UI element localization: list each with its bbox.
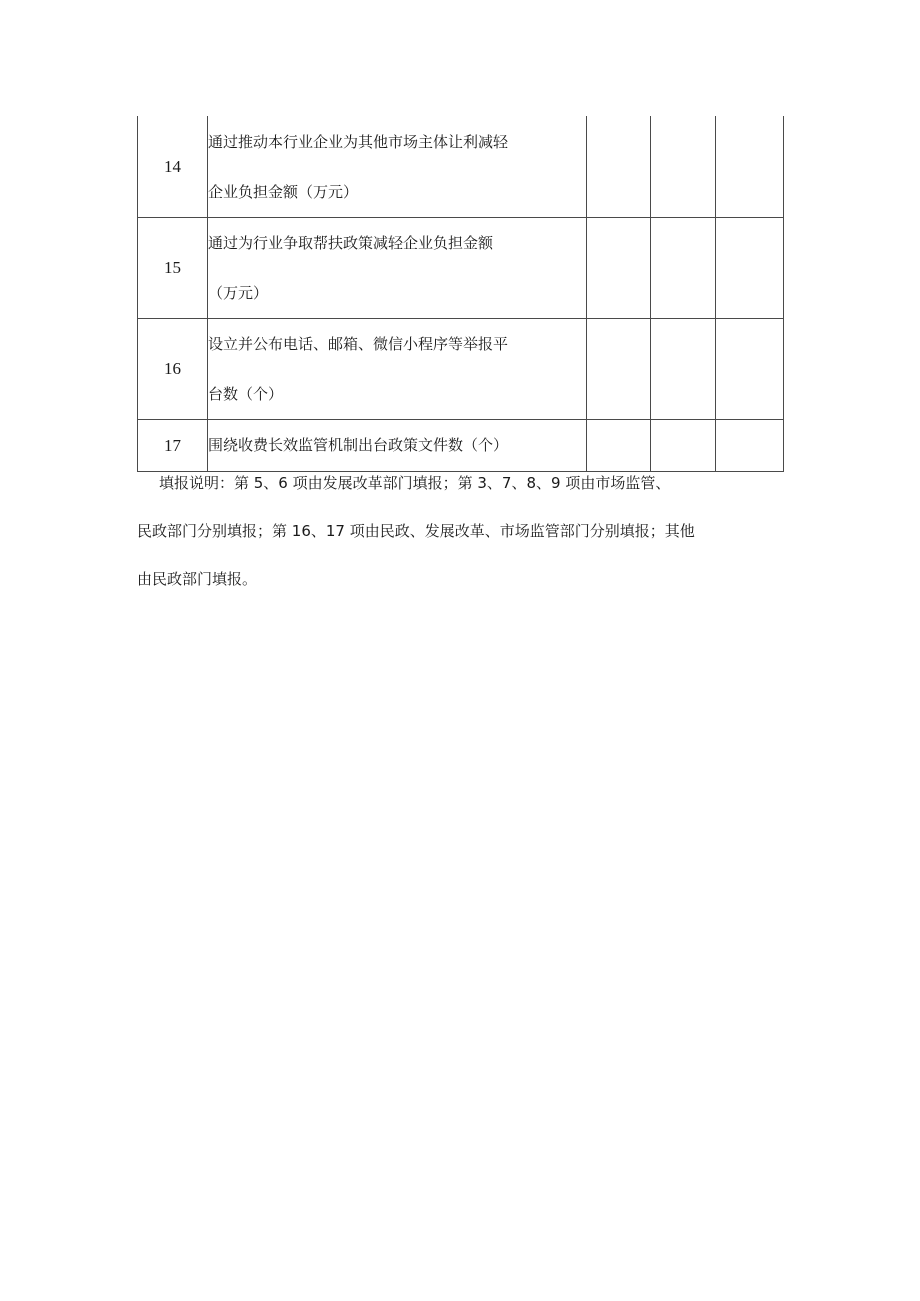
item-line: 企业负担金额（万元） [208, 182, 359, 201]
row-number: 17 [138, 420, 208, 472]
statistics-table [137, 116, 784, 472]
item-line: 通过推动本行业企业为其他市场主体让利减轻 [208, 132, 509, 151]
note-line: 填报说明：第 5、6 项由发展改革部门填报；第 3、7、8、9 项由市场监管、 [159, 474, 671, 492]
value-cell [587, 218, 651, 319]
value-cell [716, 218, 784, 319]
value-cell [587, 116, 651, 218]
value-cell [587, 319, 651, 420]
table-row [138, 218, 784, 319]
value-cell [716, 319, 784, 420]
item-description [208, 116, 587, 218]
value-cell [651, 116, 716, 218]
row-number: 14 [138, 116, 208, 218]
value-cell [651, 218, 716, 319]
item-description [208, 218, 587, 319]
note-line: 民政部门分别填报；第 16、17 项由民政、发展改革、市场监管部门分别填报；其他 [137, 522, 695, 540]
value-cell [651, 319, 716, 420]
item-line: 围绕收费长效监管机制出台政策文件数（个） [208, 436, 509, 454]
item-description [208, 319, 587, 420]
row-number: 16 [138, 319, 208, 420]
item-line: 通过为行业争取帮扶政策减轻企业负担金额 [208, 234, 494, 252]
value-cell [716, 116, 784, 218]
table-row [138, 319, 784, 420]
row-number: 15 [138, 218, 208, 319]
item-line: （万元） [208, 284, 269, 302]
filling-instructions [137, 459, 777, 603]
table-row [138, 116, 784, 218]
item-line: 台数（个） [208, 385, 284, 403]
item-line: 设立并公布电话、邮箱、微信小程序等举报平 [208, 335, 509, 353]
note-line: 由民政部门填报。 [137, 570, 258, 588]
